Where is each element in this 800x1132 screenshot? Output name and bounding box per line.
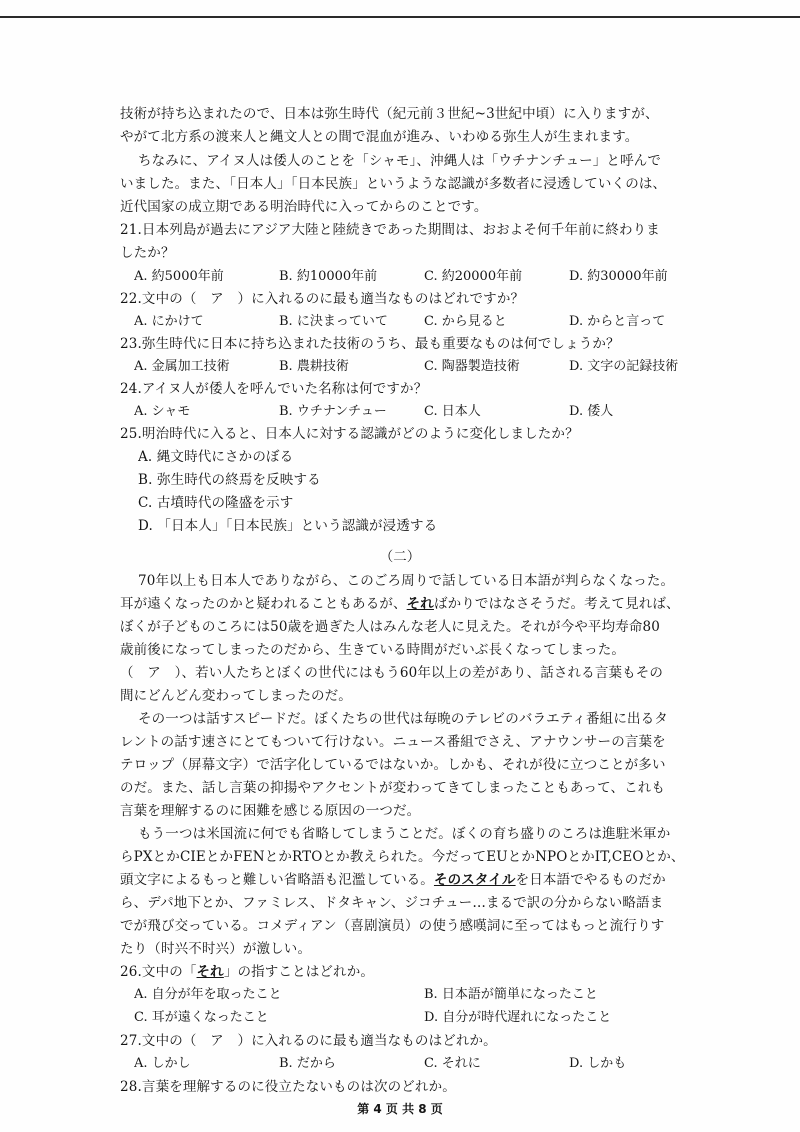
option-d[interactable]: D. からと言って <box>569 314 666 329</box>
option-a[interactable]: A. 縄文時代にさかのぼる <box>138 449 294 465</box>
passage1-line: ちなみに、アイヌ人は倭人のことを「シャモ」、沖縄人は「ウチナンチュー」と呼んで <box>138 153 662 169</box>
option-c[interactable]: C. それに <box>424 1056 481 1071</box>
passage2-line: （ ア ）、若い人たちとぼくの世代にはもう60年以上の差があり、話される言葉もその <box>120 665 664 681</box>
option-c[interactable]: C. 約20000年前 <box>424 269 523 284</box>
passage2-line: テロップ（屏幕文字）で活字化しているではないか。しかも、それが役に立つことが多い <box>120 757 666 773</box>
question-22-options <box>134 311 714 333</box>
question-26-options-row2 <box>134 1007 714 1029</box>
option-b[interactable]: B. ウチナンチュー <box>279 404 387 419</box>
passage1-line: いました。また、「日本人」「日本民族」というような認識が多数者に浸透していくのは、 <box>120 176 667 192</box>
option-b[interactable]: B. 日本語が簡単になったこと <box>424 987 598 1002</box>
question-26-text: 26.文中の「 <box>120 964 197 980</box>
option-b[interactable]: B. 農耕技術 <box>279 359 349 374</box>
option-a[interactable]: A. 自分が年を取ったこと <box>134 987 282 1002</box>
question-23-stem: 23.弥生時代に日本に持ち込まれた技術のうち、最も重要なものは何でしょうか？ <box>120 336 620 352</box>
section-heading: （二） <box>379 549 421 565</box>
option-a[interactable]: A. シャモ <box>134 404 191 419</box>
question-26-stem <box>120 961 710 983</box>
passage2-line: レントの話す速さにとてもついて行けない。ニュース番組でさえ、アナウンサーの言葉を <box>120 734 666 750</box>
passage2-text: を日本語でやるものだか <box>515 872 666 888</box>
question-24-options <box>134 401 714 423</box>
option-c[interactable]: C. 陶器製造技術 <box>424 359 520 374</box>
option-a[interactable]: A. 金属加工技術 <box>134 359 230 374</box>
question-26-text: 」の指すことはどれか。 <box>223 964 374 980</box>
question-21-stem: 21.日本列島が過去にアジア大陸と陸続きであった期間は、おおよそ何千年前に終わりま <box>120 222 660 238</box>
passage2-line: もう一つは米国流に何でも省略してしまうことだ。ぼくの育ち盛りのころは進駐米軍か <box>138 826 671 842</box>
question-21-stem-cont: したか？ <box>120 245 175 261</box>
passage2-text: 耳が遠くなったのかと疑われることもあるが、 <box>120 596 407 612</box>
underlined-reference: そのスタイル <box>433 872 516 888</box>
passage2-line: でが飛び交っている。コメディアン（喜剧演员）の使う感嘆詞に至ってはもっと流行りす <box>120 918 665 934</box>
passage2-text: ばかりではなさそうだ。考えて見れば、 <box>433 596 680 612</box>
passage2-line <box>120 869 710 891</box>
option-c[interactable]: C. 古墳時代の隆盛を示す <box>138 495 294 511</box>
passage1-line: 近代国家の成立期である明治時代に入ってからのことです。 <box>120 199 488 215</box>
passage2-line: 歳前後になってしまったのだから、生きている時間がだいぶ長くなってしまった。 <box>120 642 626 658</box>
passage2-line <box>120 593 710 615</box>
option-d[interactable]: D. 約30000年前 <box>569 269 668 284</box>
option-a[interactable]: A. 約5000年前 <box>134 269 224 284</box>
passage1-line: やがて北方系の渡来人と縄文人との間で混血が進み、いわゆる弥生人が生まれます。 <box>120 129 639 145</box>
option-c[interactable]: C. 耳が遠くなったこと <box>134 1010 269 1025</box>
underlined-reference: それ <box>196 964 224 980</box>
option-d[interactable]: D. 倭人 <box>569 404 614 419</box>
option-d[interactable]: D. しかも <box>569 1056 627 1071</box>
page-number: 第 4 页 共 8 页 <box>357 1102 443 1116</box>
question-26-options-row1 <box>134 984 714 1006</box>
passage2-line: らPXとかCIEとかFENとかRTOとか教えられた。今だってEUとかNPOとかIT,CEOとか、 <box>120 849 685 865</box>
option-b[interactable]: B. 弥生時代の終焉を反映する <box>138 472 321 488</box>
passage2-line: ら、デパ地下とか、ファミレス、ドタキャン、ジコチュー…まるで訳の分からない略語ま <box>120 895 664 911</box>
question-25-stem: 25.明治時代に入ると、日本人に対する認識がどのように変化しましたか？ <box>120 426 579 442</box>
passage1-line: 技術が持ち込まれたので、日本は弥生時代（紀元前３世紀~3世紀中頃）に入りますが、 <box>120 106 659 122</box>
option-d[interactable]: D. 自分が時代遅れになったこと <box>424 1010 612 1025</box>
option-b[interactable]: B. に決まっていて <box>279 314 388 329</box>
underlined-reference: それ <box>406 596 434 612</box>
passage2-line: ぼくが子どものころには50歳を過ぎた人はみんな老人に見えた。それが今や平均寿命80 <box>120 619 661 635</box>
question-27-stem: 27.文中の（ ア ）に入れるのに最も適当なものはどれか。 <box>120 1033 497 1049</box>
passage2-line: のだ。また、話し言葉の抑揚やアクセントが変わってきてしまったこともあって、これも <box>120 780 666 796</box>
option-b[interactable]: B. だから <box>279 1056 336 1071</box>
passage2-line: 間にどんどん変わってしまったのだ。 <box>120 688 352 704</box>
passage2-line: その一つは話すスピードだ。ぼくたちの世代は毎晩のテレビのバラエティ番組に出るタ <box>138 711 668 727</box>
passage2-line: たり（时兴不时兴）が激しい。 <box>120 941 312 957</box>
question-21-options <box>134 266 714 288</box>
option-c[interactable]: C. 日本人 <box>424 404 481 419</box>
question-23-options <box>134 356 714 378</box>
option-a[interactable]: A. にかけて <box>134 314 204 329</box>
question-24-stem: 24.アイヌ人が倭人を呼んでいた名称は何ですか？ <box>120 381 428 397</box>
question-22-stem: 22.文中の（ ア ）に入れるのに最も適当なものはどれですか？ <box>120 291 525 307</box>
passage2-line: 言葉を理解するのに困難を感じる原因の一つだ。 <box>120 803 421 819</box>
passage2-line: 70年以上も日本人でありながら、このごろ周りで話している日本語が判らなくなった。 <box>138 573 675 589</box>
option-b[interactable]: B. 約10000年前 <box>279 269 378 284</box>
passage2-text: 頭文字によるもっと難しい省略語も氾濫している。 <box>120 872 434 888</box>
question-28-stem: 28.言葉を理解するのに役立たないものは次のどれか。 <box>120 1079 456 1095</box>
option-c[interactable]: C. から見ると <box>424 314 507 329</box>
option-d[interactable]: D. 「日本人」「日本民族」という認識が浸透する <box>138 518 438 534</box>
option-d[interactable]: D. 文字の記録技術 <box>569 359 679 374</box>
question-27-options <box>134 1053 714 1075</box>
option-a[interactable]: A. しかし <box>134 1056 191 1071</box>
